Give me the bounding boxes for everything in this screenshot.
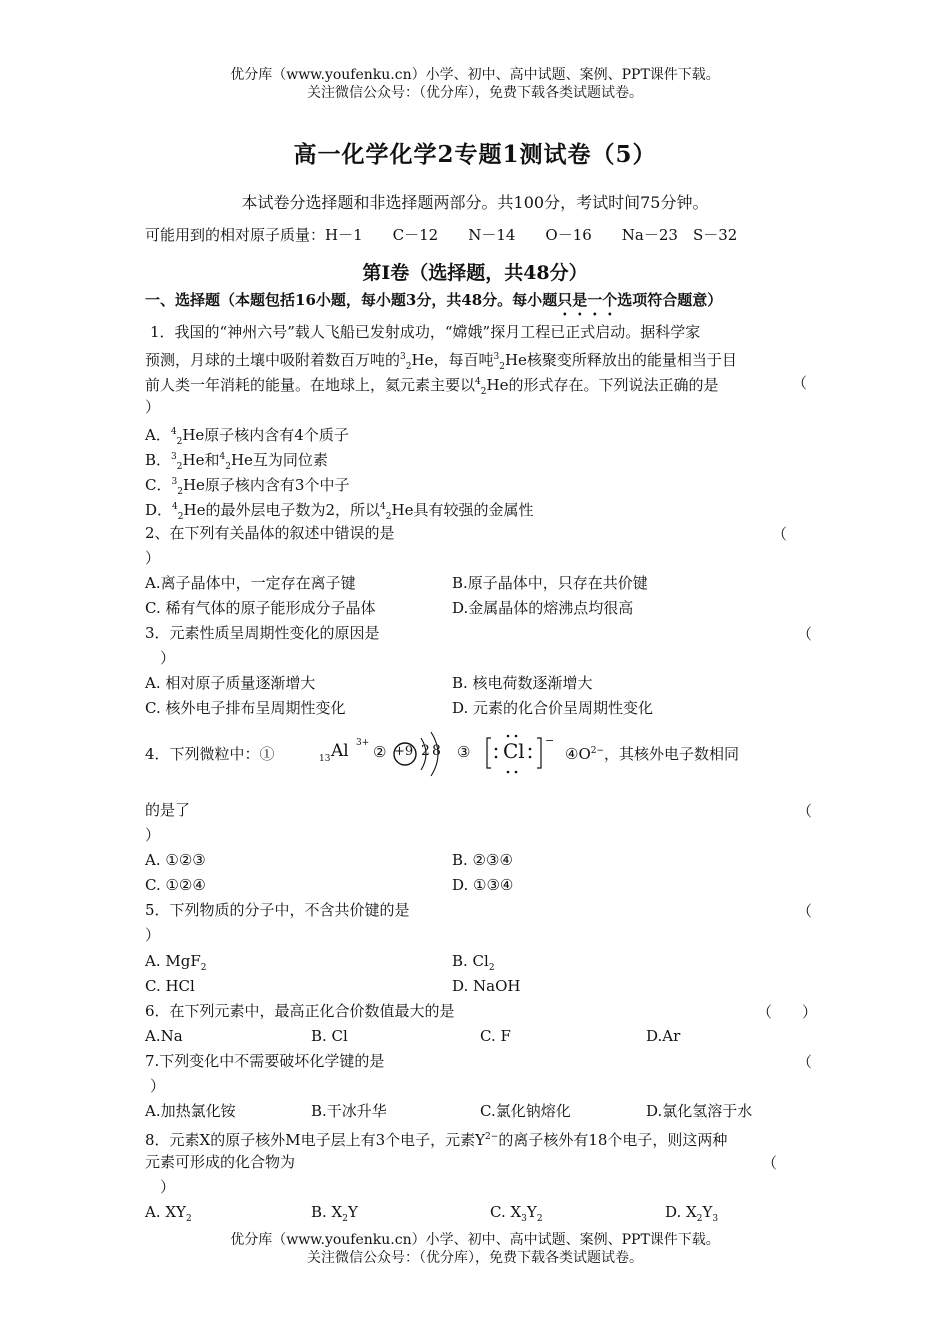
option-text: 原子核内含有3个中子 <box>204 476 350 494</box>
mass-number: 4 <box>172 502 178 512</box>
q2-answer-paren-open[interactable]: （ <box>772 525 788 543</box>
instr-part-c: 选项符合题意） <box>617 291 723 309</box>
option-text: Y <box>526 1203 537 1221</box>
q5-option-c[interactable]: C. HCl <box>145 977 195 995</box>
mass-number: 4 <box>170 427 177 437</box>
q6-option-a[interactable]: A.Na <box>145 1027 183 1045</box>
o-symbol: ④O <box>565 745 591 763</box>
cl-charge: − <box>545 734 555 747</box>
option-text: 和 <box>204 451 220 469</box>
q7-stem: 7.下列变化中不需要破坏化学键的是 <box>145 1052 385 1070</box>
subscript: 3 <box>712 1214 719 1224</box>
mass-number: 4 <box>219 452 226 462</box>
q8-option-b[interactable] <box>311 1202 358 1229</box>
subscript: 2 <box>200 963 207 973</box>
q5-stem: 5．下列物质的分子中，不含共价键的是 <box>145 901 410 919</box>
q4-stem <box>145 730 805 780</box>
mass-number: 3 <box>493 352 500 362</box>
q6-option-b[interactable]: B. Cl <box>311 1027 348 1045</box>
q6-option-d[interactable]: D.Ar <box>646 1027 681 1045</box>
footer-line-1: 优分库（www.youfenku.cn）小学、初中、高中试题、案例、PPT课件下载。 <box>230 1232 720 1248</box>
he-symbol: He <box>230 451 253 469</box>
q1-text: 的形式存在。下列说法正确的是 <box>508 376 719 394</box>
atomic-masses: 可能用到的相对原子质量：H－1 C－12 N－14 O－16 Na－23 S－32 <box>145 226 738 244</box>
subscript: 2 <box>536 1214 543 1224</box>
option-text: 的最外层电子数为2，所以 <box>205 501 381 519</box>
atomic-number: 2 <box>480 387 487 397</box>
q3-stem: 3．元素性质呈周期性变化的原因是 <box>145 624 380 642</box>
q1-line-1: 1．我国的“神州六号”载人飞船已发射成功，“嫦娥”探月工程已正式启动。据科学家 <box>150 323 701 341</box>
option-text: C. X <box>490 1203 522 1221</box>
q4-answer-paren-close[interactable]: ） <box>145 826 161 844</box>
mass-number: 4 <box>475 377 481 387</box>
shell-1-electrons: 2 <box>421 743 430 759</box>
q8-line-2: 元素可形成的化合物为 <box>145 1153 296 1171</box>
option-label: C． <box>145 476 172 494</box>
atomic-number: 2 <box>499 362 505 372</box>
subscript: 2 <box>185 1214 192 1224</box>
q8-text: 8．元素X的原子核外M电子层上有3个电子，元素Y <box>145 1131 486 1149</box>
header-line-1: 优分库（www.youfenku.cn）小学、初中、高中试题、案例、PPT课件下载。 <box>230 67 720 83</box>
option-label: D． <box>145 501 173 519</box>
q5-option-d[interactable]: D. NaOH <box>452 977 521 995</box>
q1-line-3 <box>145 372 718 402</box>
right-bracket <box>537 738 541 768</box>
item-2-marker: ② <box>373 743 387 761</box>
q6-answer-paren[interactable]: （ ） <box>757 1003 818 1021</box>
q6-stem: 6．在下列元素中，最高正化合价数值最大的是 <box>145 1002 455 1020</box>
q2-answer-paren-close[interactable]: ） <box>145 549 161 567</box>
option-text: 具有较强的金属性 <box>413 501 534 519</box>
option-label: A． <box>145 426 171 444</box>
he-symbol: He <box>486 376 509 394</box>
q8-option-d[interactable] <box>665 1202 718 1229</box>
q7-option-b[interactable]: B.干冰升华 <box>311 1102 387 1120</box>
q7-option-a[interactable]: A.加热氯化铵 <box>145 1102 236 1120</box>
he-symbol: He <box>504 351 527 369</box>
shell-2-electrons: 8 <box>432 743 441 759</box>
nucleus-charge: +9 <box>394 744 414 759</box>
q8-answer-paren-close[interactable]: ） <box>160 1178 176 1196</box>
q8-option-a[interactable] <box>145 1202 192 1229</box>
option-text: Y <box>702 1203 713 1221</box>
mass-number: 4 <box>380 502 386 512</box>
q7-option-d[interactable]: D.氯化氢溶于水 <box>646 1102 753 1120</box>
q3-option-b[interactable]: B. 核电荷数逐渐增大 <box>452 674 593 692</box>
he-symbol: He <box>411 351 434 369</box>
mass-number: 3 <box>171 477 178 487</box>
subscript: 2 <box>696 1214 703 1224</box>
al-symbol: Al <box>331 741 349 761</box>
subscript: 2 <box>488 963 495 973</box>
q1-text: 核聚变所释放出的能量相当于目 <box>526 351 737 369</box>
atomic-number: 2 <box>176 462 183 472</box>
y-charge: 2− <box>485 1132 499 1142</box>
q1-text: 预测，月球的土壤中吸附着数百万吨的 <box>145 351 401 369</box>
q4-stem-continued: 的是了 <box>145 801 191 819</box>
atomic-number: 2 <box>405 362 412 372</box>
q1-text: ，每百吨 <box>433 351 494 369</box>
q3-option-a[interactable]: A. 相对原子质量逐渐增大 <box>145 674 316 692</box>
al-charge: 3+ <box>356 738 370 748</box>
option-label: B． <box>145 451 172 469</box>
atomic-number: 2 <box>177 487 183 497</box>
q5-answer-paren-open[interactable]: （ <box>797 902 813 920</box>
q5-option-a[interactable] <box>145 951 206 978</box>
q3-answer-paren-close[interactable]: ） <box>160 649 176 667</box>
q7-option-c[interactable]: C.氯化钠熔化 <box>480 1102 571 1120</box>
q4-option-a[interactable]: A. ①②③ <box>145 851 206 869</box>
option-text: B. Cl <box>452 952 489 970</box>
q5-answer-paren-close[interactable]: ） <box>145 926 161 944</box>
q1-text: 前人类一年消耗的能量。在地球上，氦元素主要以 <box>145 376 476 394</box>
q4-answer-paren-open[interactable]: （ <box>797 802 813 820</box>
q6-option-c[interactable]: C. F <box>480 1027 511 1045</box>
q4-option-d[interactable]: D. ①③④ <box>452 876 514 894</box>
q7-answer-paren-open[interactable]: （ <box>797 1053 813 1071</box>
q4-option-b[interactable]: B. ②③④ <box>452 851 513 869</box>
q8-line-1 <box>145 1127 727 1150</box>
q3-option-c[interactable]: C. 核外电子排布呈周期性变化 <box>145 699 346 717</box>
he-symbol: He <box>182 451 205 469</box>
q2-stem: 2、在下列有关晶体的叙述中错误的是 <box>145 524 395 542</box>
q8-text: 的离子核外有18个电子，则这两种 <box>498 1131 728 1149</box>
q7-answer-paren-close[interactable]: ） <box>150 1077 166 1095</box>
option-text: 互为同位素 <box>252 451 328 469</box>
q5-option-b[interactable] <box>452 951 495 978</box>
option-text: A. MgF <box>145 952 201 970</box>
cl-symbol: Cl <box>503 739 525 763</box>
q4-stem-end: ，其核外电子数相同 <box>604 745 740 763</box>
q4-stem-start: 4．下列微粒中：① <box>145 745 275 763</box>
option-text: 原子核内含有4个质子 <box>204 426 349 444</box>
page-title: 高一化学化学2专题1测试卷（5） <box>293 141 657 168</box>
exam-intro: 本试卷分选择题和非选择题两部分。共100分，考试时间75分钟。 <box>241 193 709 212</box>
q1-answer-paren-open[interactable]: （ <box>792 374 808 392</box>
q2-option-d[interactable]: D.金属晶体的熔沸点均很高 <box>452 599 634 617</box>
item-3-marker: ③ <box>457 743 471 761</box>
option-text: B. X <box>311 1203 343 1221</box>
option-text: A. XY <box>145 1203 186 1221</box>
he-symbol: He <box>182 426 205 444</box>
atomic-number: 2 <box>176 437 183 447</box>
instr-emphasis: 只是一个 <box>557 291 618 309</box>
he-symbol: He <box>183 501 206 519</box>
he-symbol: He <box>182 476 205 494</box>
q3-answer-paren-open[interactable]: （ <box>797 625 813 643</box>
q8-answer-paren-open[interactable]: （ <box>762 1154 778 1172</box>
header-line-2: 关注微信公众号：（优分库），免费下载各类试题试卷。 <box>307 85 643 101</box>
subscript: 2 <box>342 1214 348 1224</box>
section-instructions <box>145 290 722 319</box>
he-symbol: He <box>391 501 414 519</box>
q3-option-d[interactable]: D. 元素的化合价呈周期性变化 <box>452 699 654 717</box>
q2-option-b[interactable]: B.原子晶体中，只存在共价键 <box>452 574 648 592</box>
q1-answer-paren-close[interactable]: ） <box>145 398 161 416</box>
subscript: 3 <box>521 1214 527 1224</box>
q2-option-c[interactable]: C. 稀有气体的原子能形成分子晶体 <box>145 599 376 617</box>
mass-number: 3 <box>171 452 177 462</box>
option-text: D. X <box>665 1203 697 1221</box>
atomic-number: 2 <box>177 512 184 522</box>
option-text: Y <box>347 1203 358 1221</box>
instr-part-a: 一、选择题（本题包括16小题，每小题3分，共48分。每小题 <box>145 291 558 309</box>
section-title: 第Ⅰ卷（选择题，共48分） <box>362 262 588 284</box>
left-bracket <box>487 738 491 768</box>
q2-option-a[interactable]: A.离子晶体中，一定存在离子键 <box>145 574 356 592</box>
atomic-number: 2 <box>385 512 392 522</box>
q8-option-c[interactable] <box>490 1202 543 1229</box>
atomic-number: 2 <box>225 462 231 472</box>
q4-option-c[interactable]: C. ①②④ <box>145 876 206 894</box>
o-charge: 2− <box>590 746 605 756</box>
al-atomic-number: 13 <box>319 754 331 764</box>
mass-number: 3 <box>400 352 406 362</box>
footer-line-2: 关注微信公众号：（优分库），免费下载各类试题试卷。 <box>307 1250 643 1266</box>
q4-stem-o <box>565 743 739 764</box>
